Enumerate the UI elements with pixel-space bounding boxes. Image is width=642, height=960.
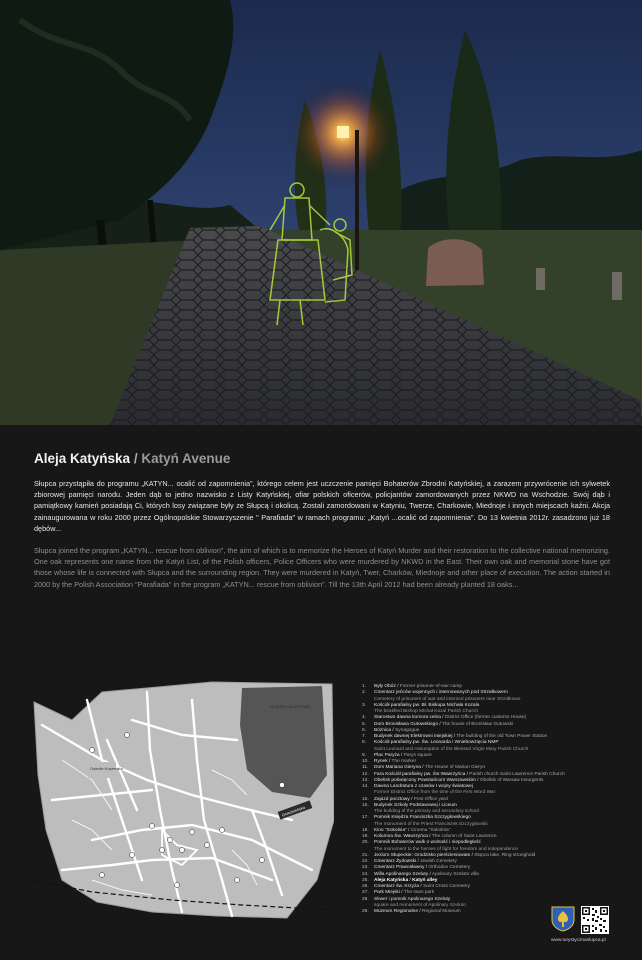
legend-item-polish: Cmentarz św. Krzyża (374, 884, 420, 889)
legend-item-polish: Muzeum Regionalne (374, 909, 418, 914)
legend-item-polish: Rynek (374, 759, 388, 764)
legend-item-polish: Aleja Katyńska (374, 877, 409, 883)
legend-item-polish: Fara Kościół parafialny pw. Św Wawrzyńca (374, 771, 466, 777)
legend-item-number: 17. (362, 815, 369, 821)
legend-item-separator: / (418, 909, 422, 914)
legend-item-polish: Cmentarz Prawosławny (374, 865, 425, 871)
legend-item-english: Parys square (403, 752, 432, 758)
legend-item-english: The House of Marian Gieryn (424, 765, 486, 771)
legend-item-polish: Skwer i pomnik Apolinarego Szeluty (374, 896, 451, 902)
legend-item-polish: Zajazd pocztowy (374, 796, 410, 802)
legend-item-separator: / (408, 877, 413, 883)
map-label-road: Gnieźnieńska (281, 804, 306, 818)
legend-item-number: 18. (362, 827, 369, 833)
legend-item-polish: Park Miejski (374, 890, 400, 896)
legend-item-polish: Kościół parafialny pw. Bł. Biskupa Michała Kozala (374, 702, 480, 708)
legend-item-number: 7. (362, 734, 367, 739)
legend-item-number: 6. (362, 727, 367, 733)
town-map (32, 680, 334, 922)
legend-item-english: District Office (former customs House) (444, 715, 527, 721)
page-title (34, 451, 230, 466)
legend-item-translation: The monument of the Priest Franciszek Szczygłowski (374, 821, 488, 827)
legend-item-english: Katyń alley (412, 877, 438, 883)
legend-item-number: 1. (362, 684, 367, 689)
legend-item-separator: / (387, 759, 392, 764)
legend-item-separator: / (475, 777, 480, 783)
legend-item-polish: Plac Paryża (374, 752, 400, 758)
legend-item-polish: Cmentarz Żydowski (374, 859, 417, 864)
legend-item-polish: Dom Mariana Gieryna (374, 765, 421, 771)
legend-item-polish: Dawna Landratura z czasów I wojny światowej (374, 784, 473, 789)
legend-item-separator: / (465, 771, 470, 777)
legend-item-separator: / (420, 765, 425, 771)
legend-item-polish: Pomnik Bohaterów walk o wolność i niepodległość (374, 840, 481, 846)
legend-item-english: Synagogue (395, 727, 420, 733)
legend-item-translation: Cemetery of prisoners of war and interned prisoners near Strzałkowo (374, 696, 521, 702)
description-polish: Słupca przystąpiła do programu „KATYN... ocalić od zapomnienia”, którego celem jest uczczenie pamięci Bohaterów Zbrodni Katyńskiej, a zarazem przywrócenie ich sylwetek zbiorowej pamięci narodu. Jeden dąb to jedno nazwisko z Listy Katyńskiej, ofiar polskich oficerów, policjantów zamordowanych przez NKWD na Wschodzie. Swój dąb i pamiątkowy kamień posiadają Ci, których losy związane były ze Słupcą i okolicą. Zostali zamordowani w Katyniu, Twerze, Charkowie, Miednoje i innych miejscach kaźni. Akcja zainaugurowana w roku 2000 przez Ogólnopolskie Stowarzyszenie " Parafiada" w ramach programu: „Katyń ...ocalić od zapomnienia”. Do 13 kwietnia 2012r. zasadzono już 18 dębów... (34, 479, 610, 533)
legend-item-english: Obelisk of Warsaw Insurgents (479, 777, 544, 783)
legend-item-separator: / (395, 684, 400, 689)
legend-item-english: Regional Museum (422, 909, 461, 914)
legend-item-number: 21. (362, 852, 369, 858)
map-label-center: Osiedle Kopernika (90, 766, 123, 771)
legend-item-number: 2. (362, 690, 367, 696)
legend-item-number: 16. (362, 802, 369, 808)
title-english: Katyń Avenue (141, 451, 231, 466)
legend-item-number: 3. (362, 702, 367, 708)
legend-item-translation: Saint Leonard and Assumption of the Blessed Virgin Mary Parish Church (374, 746, 529, 752)
legend-item-separator: / (428, 871, 432, 877)
legend-item-polish: Pomnik Księdza Franciszka Szczygłowskiego (374, 815, 471, 821)
legend-item-number: 19. (362, 834, 369, 839)
legend-item-separator: / (399, 752, 404, 758)
legend-item-number: 20. (362, 840, 369, 846)
legend-item-number: 29. (362, 909, 369, 914)
legend-item-number: 24. (362, 871, 369, 877)
legend-item-separator: / (438, 721, 442, 727)
legend-item-number: 22. (362, 859, 369, 864)
legend-item-english: Post Office yard (413, 796, 448, 802)
legend-item-polish: Willa Apolinarego Szeluty (374, 871, 429, 877)
legend-item-polish: Dom Bronisława Gutowskiego (374, 721, 438, 727)
legend-item-number: 28. (362, 896, 369, 902)
legend-item-english: The building of the old Town Power Station (456, 734, 548, 739)
legend-item-polish: Kościół parafialny pw. Św. Leonarda i Wniebowzięcia NMP (374, 740, 499, 746)
legend-item-english: Saint Cross Cemetery (423, 884, 470, 889)
legend-item-number: 13. (362, 777, 369, 783)
legend-item-english: The house of Bronisław Gutowski (441, 721, 514, 727)
legend-item-number: 11. (362, 765, 369, 771)
legend-item-number: 4. (362, 715, 367, 721)
legend-item-polish: Kolumna Św. Wawrzyńca (374, 834, 428, 839)
legend-item-polish: Były Obóz (374, 684, 396, 689)
legend-item-number: 9. (362, 752, 367, 758)
legend-item-number: 12. (362, 771, 369, 777)
legend-item-english: Jewish Cemetery (420, 859, 457, 864)
legend-item-polish: Kino "Sokolnia" (374, 827, 407, 833)
legend-item-translation: The building of the primary and secondary school (374, 809, 479, 814)
legend-item-polish: Budynek dawnej Elektrowni miejskiej (374, 734, 453, 739)
legend-item-english: The column of Saint Lawrence (431, 834, 497, 839)
legend-item-polish: Obelisk poświęcony Powstańcom Warszawskim (374, 777, 476, 783)
legend-item-separator: / (419, 884, 424, 889)
map-label-lake: JEZIORO SŁUPECKIE (270, 704, 311, 709)
legend-item-separator: / (406, 827, 411, 833)
legend-item-english: Apolinary Szeluto villa (431, 871, 479, 877)
legend-item-number: 8. (362, 740, 367, 746)
legend-item-separator: / (399, 890, 404, 896)
title-separator: / (133, 451, 138, 466)
website-url: www.turystycznaslupca.pl (551, 938, 606, 943)
legend-item-number: 15. (362, 796, 369, 802)
legend-item-separator: / (424, 865, 429, 871)
legend-item-number: 5. (362, 721, 367, 727)
legend-item-english: Słupca lake, Ring stronghold (474, 852, 536, 858)
slupca-coat-of-arms-icon (551, 906, 575, 932)
legend-item-number: 23. (362, 865, 369, 871)
legend-item-translation: The monument to the heroes of fight for freedom and independence (374, 846, 519, 852)
katyn-avenue-night-photo (0, 0, 642, 425)
legend-item-number: 26. (362, 884, 369, 889)
description-english: Słupca joined the program „KATYN... rescue from oblivion”, the aim of which is to memorize the Heroes of Katyń Murder and their restoration to the collective national memorizing. One oak represents one name from the Katyń List, of the Polish officers, Police Officers who were murdered by NKWD in the East. Their own oak and memorial stone have got those whose life is connected with Słupca and the surrounding region. They were murdered in Katyń, Twer, Charków, Miednoje and other place of execution. The action started in 2000 by the Polish Association "Parafiada" in the program „KATYN... rescue from oblivion”. Till the 13th April 2012 had been already planted 18 oaks... (34, 546, 610, 589)
map-legend (362, 684, 638, 915)
legend-item-english: The market (391, 759, 416, 764)
legend-item-polish: Starostwo dawna komora celna (374, 715, 441, 721)
legend-item-number: 27. (362, 890, 369, 896)
legend-item-separator: / (470, 852, 475, 858)
legend-item-polish: Cmentarz jeńców wojennych i internowanych pod Strzałkowem (374, 690, 508, 696)
legend-item-english: Former prisoner-of-war camp (399, 684, 462, 689)
legend-item-number: 25. (362, 877, 369, 883)
legend-item-number: 14. (362, 784, 369, 789)
legend-item-polish: Budynek Szkoły Podstawowej i Liceum (374, 802, 457, 808)
legend-item-translation: Former District Office from the time of the First Word War (374, 790, 496, 796)
legend-item-english: Parish church Saint Lawrence Parish Church (469, 771, 565, 777)
legend-item-separator: / (427, 834, 432, 839)
legend-item-english: Orthodox Cemetery (428, 865, 471, 871)
legend-item-translation: square and monument of Apolinary Szeluto (374, 902, 466, 908)
legend-item-translation: The beatified Bishop Michał Kozal Parish Church (374, 709, 478, 714)
legend-item-separator: / (452, 734, 457, 739)
legend-item-text (374, 909, 461, 915)
qr-code-icon (581, 906, 609, 934)
legend-item-separator: / (440, 715, 445, 721)
legend-item-english: Cinema "Sokolnia" (410, 827, 451, 833)
legend-item-separator: / (409, 796, 414, 802)
legend-item-english: The town park (403, 890, 435, 896)
legend-item-polish: Bóżnica (374, 727, 392, 733)
legend-item-polish: Jezioro Słupeckie: Grodzisko pierścieniowate (374, 852, 471, 858)
legend-item-separator: / (416, 859, 421, 864)
legend-item-number: 10. (362, 759, 369, 764)
title-polish: Aleja Katyńska (34, 451, 131, 466)
legend-item-separator: / (391, 727, 396, 733)
